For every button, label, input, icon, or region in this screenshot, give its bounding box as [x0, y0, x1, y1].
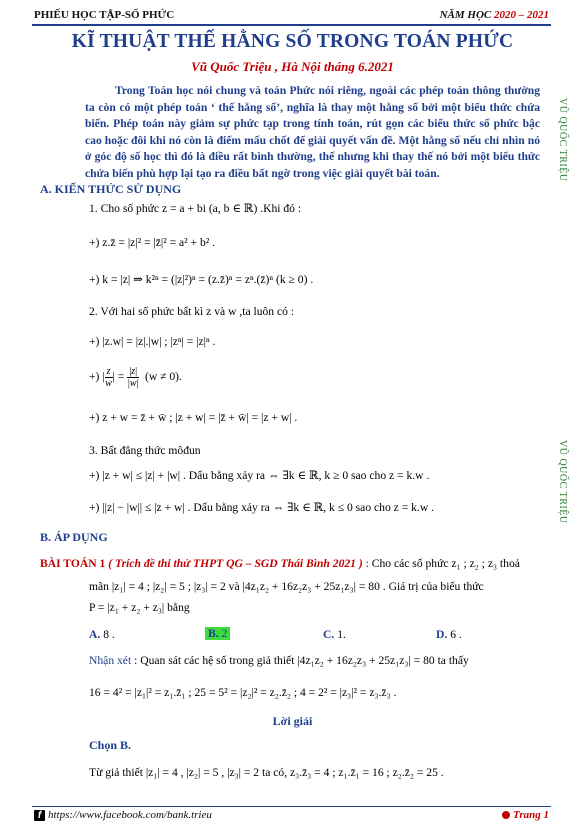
option-c[interactable]	[323, 628, 346, 641]
option-b-value: 2	[221, 627, 228, 640]
problem-1-source: ( Trích đề thi thử THPT QG – SGD Thái Bình 2021 )	[108, 557, 363, 570]
problem-1-intro: : Cho các số phức z₁ ; z₂ ; z₃ thoả	[365, 557, 520, 570]
footer-link[interactable]	[34, 809, 212, 821]
page-title: KĨ THUẬT THẾ HẰNG SỐ TRONG TOÁN PHỨC	[71, 31, 514, 52]
option-c-value: 1.	[337, 628, 346, 641]
option-b-key: B.	[208, 627, 219, 640]
problem-1-line-2: mãn |z₁| = 4 ; |z₂| = 5 ; |z₃| = 2 và |4z₁z₂ + 16z₂z₃ + 25z₁z₃| = 80 . Giá trị của biểu thức	[89, 580, 484, 593]
formula-2: +) k = |z| ⇒ k²ⁿ = (|z|²)ⁿ = (z.z̄)ⁿ = zⁿ.(z̄)ⁿ (k ≥ 0) .	[89, 273, 314, 286]
option-a-value: 8 .	[103, 628, 115, 641]
chosen-answer: Chọn B.	[89, 738, 132, 752]
header-school-year	[440, 9, 549, 21]
remark-label: Nhận xét	[89, 654, 132, 667]
formula-3: +) |z.w| = |z|.|w| ; |zⁿ| = |z|ⁿ .	[89, 335, 216, 348]
item-3: 3. Bất đẳng thức môđun	[89, 444, 201, 457]
option-d-value: 6 .	[450, 628, 462, 641]
option-b-correct[interactable]	[205, 627, 230, 640]
header-left-title: PHIẾU HỌC TẬP-SỐ PHỨC	[34, 9, 175, 21]
header-year-value: 2020 – 2021	[494, 9, 549, 21]
option-c-key: C.	[323, 628, 335, 641]
option-d[interactable]	[436, 628, 462, 641]
problem-1-line-3: P = |z₁ + z₂ + z₃| bằng	[89, 601, 190, 614]
author-line: Vũ Quốc Triệu , Hà Nội tháng 6.2021	[191, 59, 394, 74]
option-a-key: A.	[89, 628, 101, 641]
option-d-key: D.	[436, 628, 448, 641]
formula-4-prefix: +)	[89, 370, 100, 384]
option-a[interactable]	[89, 628, 115, 641]
footer-divider	[32, 806, 551, 807]
section-b-heading: B. ÁP DỤNG	[40, 530, 108, 544]
problem-1-label: BÀI TOÁN 1	[40, 557, 106, 570]
item-2: 2. Với hai số phức bất kì z và w ,ta luôn có :	[89, 305, 295, 318]
problem-1-line-1	[40, 557, 520, 570]
formula-6: +) |z + w| ≤ |z| + |w| . Dấu bằng xảy ra ⇔ ∃k ∈ ℝ, k ≥ 0 sao cho z = k.w .	[89, 469, 430, 482]
side-watermark-top: VŨ QUỐC TRIỆU	[557, 98, 568, 182]
page-number: Trang 1	[513, 809, 549, 821]
remark-text: : Quan sát các hệ số trong giả thiết |4z₁z₂ + 16z₂z₃ + 25z₁z₃| = 80 ta thấy	[134, 654, 469, 667]
intro-paragraph	[85, 83, 540, 182]
formula-4-fraction-lhs: | $\frac{z}{w}$ | =	[102, 366, 125, 389]
item-1: 1. Cho số phức z = a + bi (a, b ∈ ℝ) .Khi đó :	[89, 202, 302, 215]
footer-page	[502, 809, 549, 821]
intro-text: Trong Toán học nói chung và toán Phức nói riêng, ngoài các phép toán thông thường ta còn có một phép toán ‘ thế hằng số’, nghĩa là thay một hằng số bởi một biểu thức chứa biến. Phép toán này giảm sự phức tạp trong tính toán, rút gọn các biểu thức số phức bậc cao hoặc đôi khi nó còn là điểm mấu chốt để giải quyết vấn đề. Một hằng số nếu chỉ nhìn nó ở góc độ số học thì đó là điều rất bình thường, thế nhưng khi thay thế nó bởi một biểu thức chứa biến phù hợp lại tạo ra điều bất ngờ trong việc giải quyết bài toán.	[85, 84, 540, 180]
formula-7: +) ||z| − |w|| ≤ |z + w| . Dấu bằng xảy ra ⇔ ∃k ∈ ℝ, k ≤ 0 sao cho z = k.w .	[89, 501, 434, 514]
formula-4-fraction-rhs: $\frac{|z|}{|w|}$	[127, 366, 139, 389]
header-divider	[32, 24, 551, 26]
page-marker-icon	[502, 811, 510, 819]
formula-4-suffix: (w ≠ 0).	[144, 370, 182, 384]
remark-line	[89, 654, 469, 667]
formula-4	[89, 366, 182, 389]
solution-title: Lời giải	[272, 714, 313, 728]
formula-5: +) z + w = z̄ + w̄ ; |z + w| = |z̄ + w̄| = |z + w| .	[89, 411, 298, 424]
remark-formula: 16 = 4² = |z₁|² = z₁.z̄₁ ; 25 = 5² = |z₂|² = z₂.z̄₂ ; 4 = 2² = |z₃|² = z₃.z̄₃ .	[89, 686, 397, 699]
section-a-heading: A. KIẾN THỨC SỬ DỤNG	[40, 182, 182, 196]
side-watermark-bottom: VŨ QUỐC TRIỆU	[557, 440, 568, 524]
header-year-label: NĂM HỌC	[439, 9, 494, 21]
facebook-icon: f	[34, 810, 45, 821]
footer-url[interactable]: https://www.facebook.com/bank.trieu	[48, 809, 212, 821]
formula-1: +) z.z̄ = |z|² = |z̄|² = a² + b² .	[89, 236, 216, 249]
solution-line-1: Từ giả thiết |z₁| = 4 , |z₂| = 5 , |z₃| = 2 ta có, z₃.z̄₃ = 4 ; z₁.z̄₁ = 16 ; z₂.z̄₂ = 25 .	[89, 766, 444, 779]
